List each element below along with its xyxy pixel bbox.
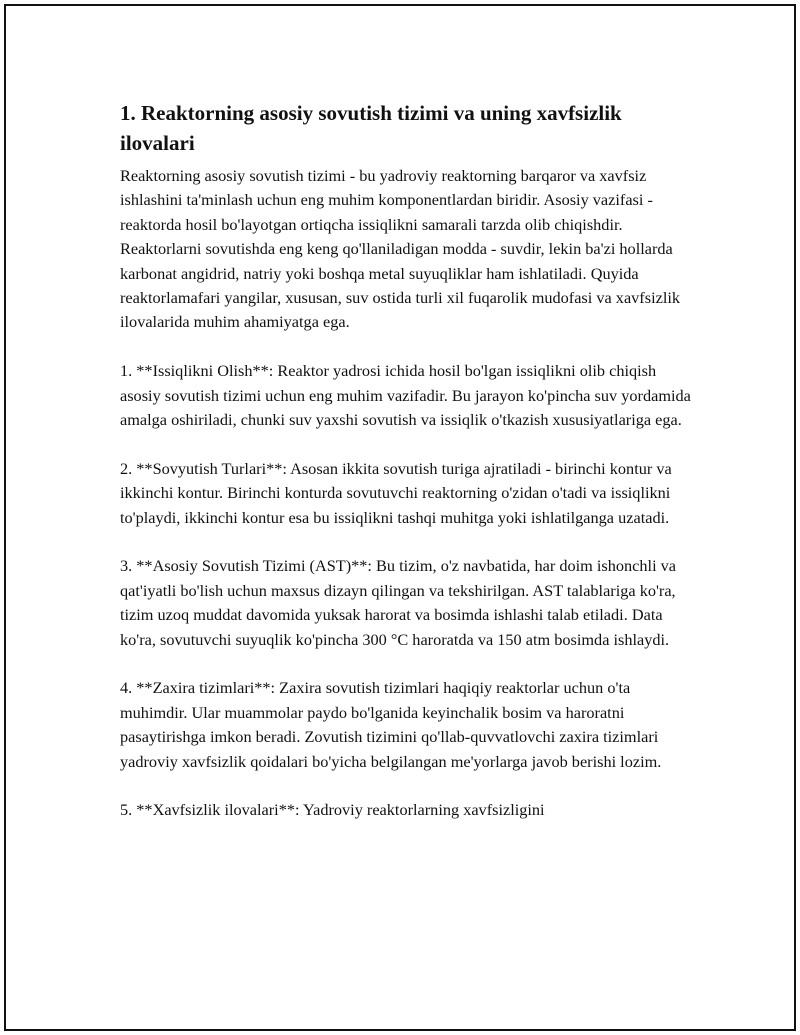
document-body (120, 98, 700, 847)
list-item-main-cooling-system: 3. **Asosiy Sovutish Tizimi (AST)**: Bu tizim, o'z navbatida, har doim ishonchli va qat'iyatli bo'lish uchun maxsus dizayn qilingan va tekshirilgan. AST talablariga ko'ra, tizim uzoq muddat davomida yuksak harorat va bosimda ishlashi talab etiladi. Data ko'ra, sovutuvchi suyuqlik ko'pincha 300 °C haroratda va 150 atm bosimda ishlaydi. (120, 556, 677, 649)
list-item-cooling-types: 2. **Sovyutish Turlari**: Asosan ikkita sovutish turiga ajratiladi - birinchi kontur va ikkinchi kontur. Birinchi konturda sovutuvchi reaktorning o'zidan o'tadi va issiqlikni to'playdi, ikkinchi kontur esa bu issiqlikni tashqi muhitga yoki ishlatilganga uzatadi. (120, 458, 672, 527)
list-item-heat-removal: 1. **Issiqlikni Olish**: Reaktor yadrosi ichida hosil bo'lgan issiqlikni olib chiqish asosiy sovutish tizimi uchun eng muhim vazifadir. Bu jarayon ko'pincha suv yordamida amalga oshiriladi, chunki suv yaxshi sovutish va issiqlik o'tkazish xususiyatlariga ega. (120, 361, 691, 430)
list-item-safety-applications: 5. **Xavfsizlik ilovalari**: Yadroviy reaktorlarning xavfsizligini (120, 800, 545, 820)
section-heading: 1. Reaktorning asosiy sovutish tizimi va uning xavfsizlik ilovalari (120, 101, 622, 155)
page-frame (4, 4, 796, 1031)
list-item-backup-systems: 4. **Zaxira tizimlari**: Zaxira sovutish tizimlari haqiqiy reaktorlar uchun o'ta muhimdir. Ular muammolar paydo bo'lganida keyinchalik bosim va haroratni pasaytirishga imkon beradi. Zovutish tizimini qo'llab-quvvatlovchi zaxira tizimlari yadroviy xavfsizlik qoidalari bo'yicha belgilangan me'yorlarga javob berishi lozim. (120, 678, 662, 771)
intro-paragraph: Reaktorning asosiy sovutish tizimi - bu yadroviy reaktorning barqaror va xavfsiz ishlashini ta'minlash uchun eng muhim komponentlardan biridir. Asosiy vazifasi - reaktorda hosil bo'layotgan ortiqcha issiqlikni samarali tarzda olib chiqishdir. Reaktorlarni sovutishda eng keng qo'llaniladigan modda - suvdir, lekin ba'zi hollarda karbonat angidrid, natriy yoki boshqa metal suyuqliklar ham ishlatiladi. Quyida reaktorlamafari yangilar, xususan, suv ostida turli xil fuqarolik mudofasi va xavfsizlik ilovalarida muhim ahamiyatga ega. (120, 166, 681, 332)
